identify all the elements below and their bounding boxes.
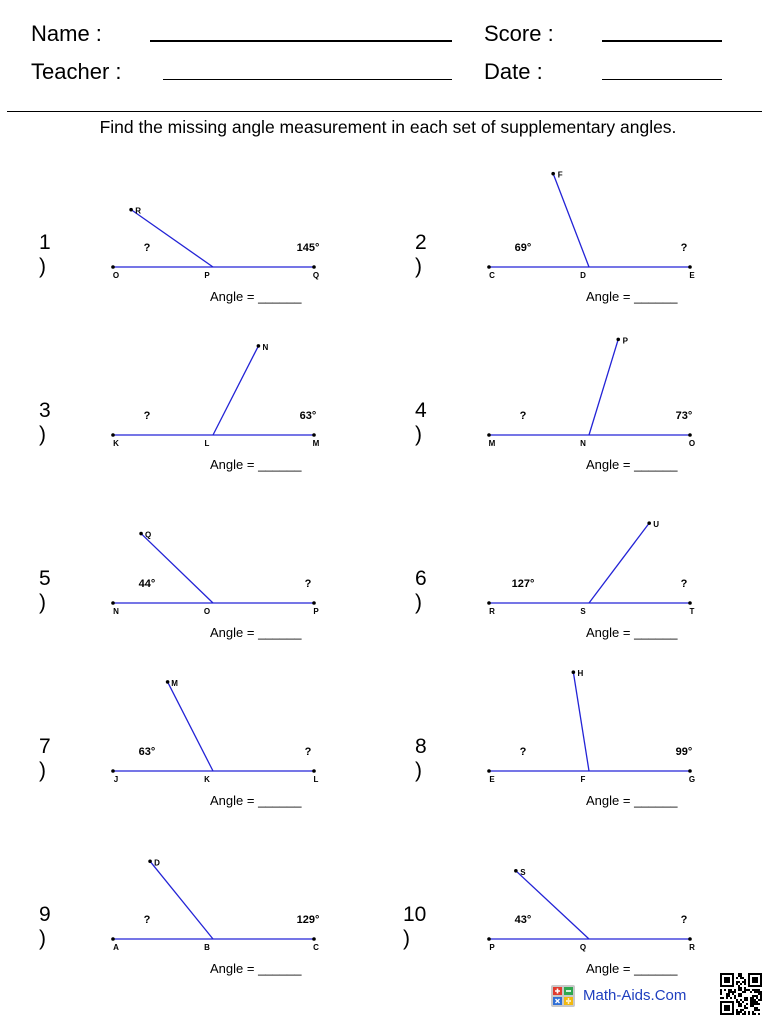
problem-3-point-label: L	[204, 439, 210, 448]
problem-2-diagram	[487, 171, 695, 280]
problem-1-left-angle: ?	[143, 242, 151, 254]
problem-1-point-0	[111, 265, 115, 269]
problem-6-point-2	[647, 521, 651, 525]
problem-7-number: 7 )	[39, 735, 51, 782]
problem-5-right-angle: ?	[304, 578, 312, 590]
problem-3-diagram	[111, 343, 319, 448]
problem-1-point-label: Q	[312, 271, 320, 280]
problem-8-point-1	[688, 769, 692, 773]
problem-6-point-label: U	[653, 520, 660, 530]
problem-9-point-label: B	[204, 943, 210, 952]
problem-4-right-angle: 73°	[675, 410, 693, 422]
problem-5-point-2	[139, 532, 143, 536]
problem-8-point-2	[572, 670, 576, 674]
problem-8-diagram	[487, 669, 695, 784]
problem-3-right-angle: 63°	[299, 410, 317, 422]
problem-6-left-angle: 127°	[511, 578, 535, 590]
problem-2-answer-field[interactable]: Angle = ______	[586, 289, 678, 304]
problem-10-ray	[516, 871, 589, 939]
problem-10-answer-field[interactable]: Angle = ______	[586, 961, 678, 976]
problem-8-point-label: E	[489, 775, 495, 784]
problem-4-ray	[589, 339, 618, 435]
problem-9-left-angle: ?	[143, 914, 151, 926]
problem-10-point-label: S	[520, 867, 526, 877]
problem-2-left-angle: 69°	[514, 242, 532, 254]
problem-3-point-label: K	[113, 439, 119, 448]
problem-7-answer-field[interactable]: Angle = ______	[210, 793, 302, 808]
problem-4-point-label: N	[580, 439, 586, 448]
problem-5-point-0	[111, 601, 115, 605]
problem-6-number: 6 )	[415, 567, 427, 614]
problem-2-point-label: F	[557, 170, 563, 180]
problem-8-point-label: H	[577, 669, 584, 679]
problem-4-point-0	[487, 433, 491, 437]
problem-6-point-1	[688, 601, 692, 605]
problem-2-ray	[553, 174, 589, 267]
problem-1-point-label: P	[204, 271, 210, 280]
problem-1-point-2	[129, 208, 133, 212]
problem-5-number: 5 )	[39, 567, 51, 614]
problem-2-right-angle: ?	[680, 242, 688, 254]
problem-9-right-angle: 129°	[296, 914, 320, 926]
problem-1-number: 1 )	[39, 231, 51, 278]
problem-8-ray	[573, 672, 589, 771]
problem-7-ray	[168, 682, 213, 771]
problem-5-ray	[138, 534, 213, 603]
problem-10-point-0	[487, 937, 491, 941]
problem-3-answer-field[interactable]: Angle = ______	[210, 457, 302, 472]
problem-8-point-label: G	[688, 775, 696, 784]
teacher-label: Teacher :	[31, 59, 122, 84]
problem-5-point-label: P	[313, 607, 319, 616]
problem-1-answer-field[interactable]: Angle = ______	[210, 289, 302, 304]
problem-1-ray	[131, 210, 213, 267]
brand-name[interactable]: Math-Aids.Com	[583, 987, 687, 1004]
problem-3-point-label: N	[262, 342, 269, 352]
problem-3-point-1	[312, 433, 316, 437]
problem-6-right-angle: ?	[680, 578, 688, 590]
problem-2-point-label: D	[580, 271, 586, 280]
problem-3-point-2	[257, 344, 261, 348]
problem-6-answer-field[interactable]: Angle = ______	[586, 625, 678, 640]
calculator-icon	[551, 985, 575, 1007]
date-label: Date :	[484, 59, 543, 84]
problem-7-point-2	[166, 680, 170, 684]
problem-3-ray	[213, 346, 258, 435]
qr-code-icon	[720, 973, 762, 1015]
problem-5-point-label: Q	[144, 530, 152, 540]
problem-2-point-2	[551, 172, 555, 176]
name-label: Name :	[31, 21, 102, 46]
problem-8-point-label: F	[580, 775, 586, 784]
problem-5-point-label: N	[113, 607, 119, 616]
problem-8-number: 8 )	[415, 735, 427, 782]
problem-10-point-label: Q	[579, 943, 587, 952]
problem-3-number: 3 )	[39, 399, 51, 446]
instructions: Find the missing angle measurement in each set of supplementary angles.	[99, 117, 677, 137]
problem-9-point-1	[312, 937, 316, 941]
problem-9-point-label: D	[154, 858, 160, 868]
problem-4-answer-field[interactable]: Angle = ______	[586, 457, 678, 472]
problem-4-point-label: P	[622, 336, 628, 346]
problem-1-right-angle: 145°	[296, 242, 320, 254]
problem-5-point-1	[312, 601, 316, 605]
problem-10-point-1	[688, 937, 692, 941]
problem-10-diagram	[487, 868, 695, 952]
problem-4-left-angle: ?	[519, 410, 527, 422]
problem-2-number: 2 )	[415, 231, 427, 278]
problem-10-point-2	[514, 869, 518, 873]
problem-6-point-label: T	[689, 607, 695, 616]
problem-7-diagram	[111, 679, 318, 784]
problem-7-point-label: L	[313, 775, 319, 784]
problem-7-right-angle: ?	[304, 746, 312, 758]
problem-8-left-angle: ?	[519, 746, 527, 758]
problem-10-number: 10 )	[403, 903, 427, 950]
problem-2-point-1	[688, 265, 692, 269]
problem-9-point-label: C	[313, 943, 319, 952]
problem-6-point-0	[487, 601, 491, 605]
problem-9-point-2	[148, 859, 152, 863]
problem-7-point-label: J	[113, 775, 119, 784]
problem-1-diagram	[111, 207, 319, 280]
problem-8-right-angle: 99°	[675, 746, 693, 758]
problem-9-point-label: A	[113, 943, 119, 952]
problem-8-answer-field[interactable]: Angle = ______	[586, 793, 678, 808]
problem-8-point-0	[487, 769, 491, 773]
problem-2-point-label: E	[689, 271, 695, 280]
problem-1-point-label: R	[135, 206, 141, 216]
problem-9-ray	[150, 861, 213, 939]
problem-7-point-0	[111, 769, 115, 773]
problem-2-point-0	[487, 265, 491, 269]
problem-5-left-angle: 44°	[138, 578, 156, 590]
problem-1-point-label: O	[112, 271, 120, 280]
problem-7-left-angle: 63°	[138, 746, 156, 758]
score-label: Score :	[484, 21, 554, 46]
problem-4-point-2	[616, 338, 620, 342]
problem-1-point-1	[312, 265, 316, 269]
problem-7-point-1	[312, 769, 316, 773]
problem-10-point-label: P	[489, 943, 495, 952]
problem-3-point-label: M	[312, 439, 320, 448]
problem-4-point-1	[688, 433, 692, 437]
problem-9-number: 9 )	[39, 903, 51, 950]
problem-4-diagram	[487, 336, 695, 448]
problem-4-point-label: M	[488, 439, 496, 448]
problem-5-answer-field[interactable]: Angle = ______	[210, 625, 302, 640]
problem-4-number: 4 )	[415, 399, 427, 446]
problem-5-diagram	[111, 531, 319, 616]
problem-6-ray	[589, 523, 649, 603]
problem-3-point-0	[111, 433, 115, 437]
problem-6-point-label: R	[489, 607, 495, 616]
problem-10-right-angle: ?	[680, 914, 688, 926]
problem-10-point-label: R	[689, 943, 695, 952]
problem-9-answer-field[interactable]: Angle = ______	[210, 961, 302, 976]
problem-7-point-label: K	[204, 775, 210, 784]
problem-10-left-angle: 43°	[514, 914, 532, 926]
problem-6-point-label: S	[580, 607, 586, 616]
problem-5-point-label: O	[203, 607, 211, 616]
problem-9-point-0	[111, 937, 115, 941]
problem-6-diagram	[487, 520, 694, 616]
problem-2-point-label: C	[489, 271, 495, 280]
problem-3-left-angle: ?	[143, 410, 151, 422]
problem-9-diagram	[111, 858, 319, 952]
problem-4-point-label: O	[688, 439, 696, 448]
problem-7-point-label: M	[171, 678, 178, 688]
